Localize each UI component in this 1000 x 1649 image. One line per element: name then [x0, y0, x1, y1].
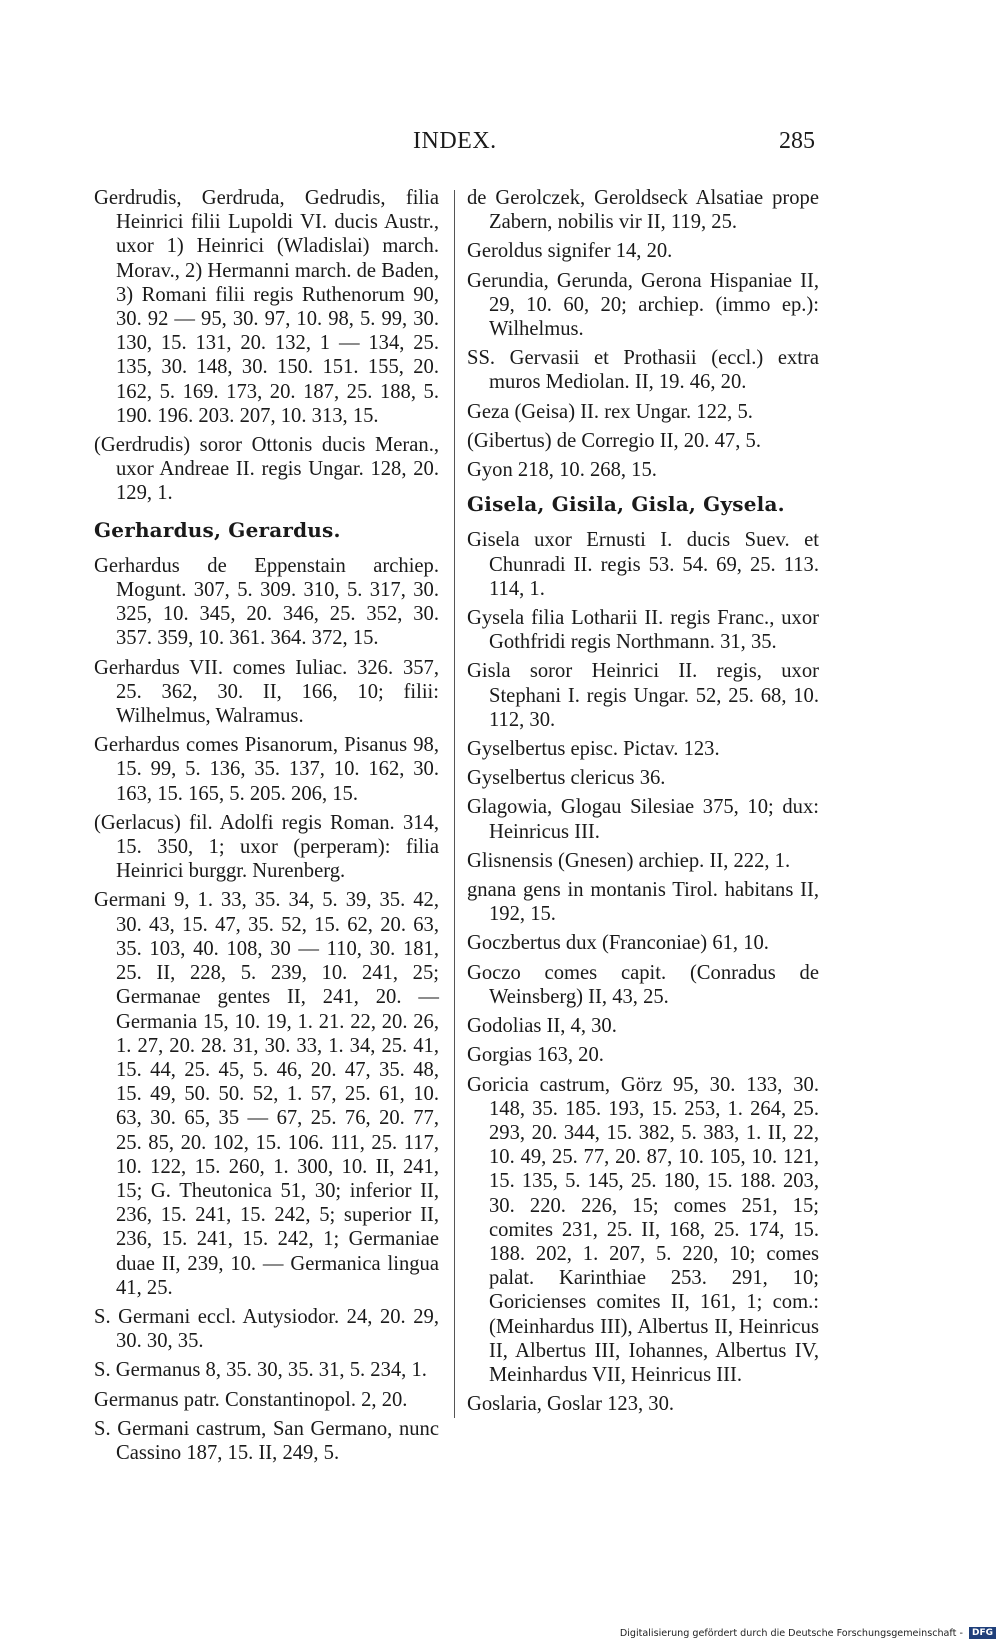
index-entry: Gyselbertus clericus 36. [467, 767, 666, 790]
index-entry: Glagowia, Glogau Silesiae 375, 10; dux: Heinricus III. [467, 796, 819, 843]
index-entry: Gisela uxor Ernusti I. ducis Suev. et Chunradi II. regis 53. 54. 69, 25. 113. 114, 1. [467, 529, 819, 600]
index-entry: Gorgias 163, 20. [467, 1044, 604, 1067]
page-number: 285 [779, 128, 815, 154]
left-column [94, 186, 439, 1470]
index-entry: Germanus patr. Constantinopol. 2, 20. [94, 1388, 408, 1411]
index-entry: SS. Gervasii et Prothasii (eccl.) extra muros Mediolan. II, 19. 46, 20. [467, 347, 819, 394]
index-entry: Gerhardus comes Pisanorum, Pisanus 98, 15. 99, 5. 136, 35. 137, 10. 162, 30. 163, 15. 165, 5. 205. 206, 15. [94, 734, 439, 805]
page-title: INDEX. [413, 128, 497, 154]
index-entry: Gerdrudis, Gerdruda, Gedrudis, filia Heinrici filii Lupoldi VI. ducis Austr., uxor 1) Heinrici (Wladislai) march. Morav., 2) Hermanni march. de Baden, 3) Romani filii regis Ruthenorum 90, 30. 92 — 95, 30. 97, 10. 98, 5. 99, 30. 130, 15. 131, 20. 132, 1 — 134, 25. 135, 30. 148, 30. 150. 151. 155, 20. 162, 5. 169. 173, 20. 187, 25. 188, 5. 190. 196. 203. 207, 10. 313, 15. [94, 187, 439, 427]
index-entry: Geroldus signifer 14, 20. [467, 240, 673, 263]
index-entry: Gysela filia Lotharii II. regis Franc., uxor Gothfridi regis Northmann. 31, 35. [467, 607, 819, 654]
index-entry: Goczbertus dux (Franconiae) 61, 10. [467, 932, 769, 955]
index-entry: Gerhardus VII. comes Iuliac. 326. 357, 25. 362, 30. II, 166, 10; filii: Wilhelmus, Walramus. [94, 656, 439, 728]
index-entry: Gerhardus de Eppenstain archiep. Mogunt. 307, 5. 309. 310, 5. 317, 30. 325, 10. 345, 20. 346, 25. 352, 30. 357. 359, 10. 361. 364. 372, 15. [94, 554, 439, 650]
credit-text: Digitalisierung gefördert durch die Deutsche Forschungsgemeinschaft - [619, 1628, 963, 1639]
index-entry: Gerundia, Gerunda, Gerona Hispaniae II, 29, 10. 60, 20; archiep. (immo ep.): Wilhelmus. [467, 269, 819, 341]
dfg-logo: DFG [969, 1627, 996, 1639]
index-entry: Goczo comes capit. (Conradus de Weinsberg) II, 43, 25. [467, 961, 819, 1008]
digitization-credit [606, 1627, 996, 1643]
index-entry: gnana gens in montanis Tirol. habitans II, 192, 15. [467, 879, 819, 926]
index-entry: Gisla soror Heinrici II. regis, uxor Stephani I. regis Ungar. 52, 25. 68, 10. 112, 30. [467, 660, 819, 731]
page-header [0, 128, 1000, 162]
column-divider [454, 190, 455, 1418]
section-heading: Gerhardus, Gerardus. [94, 517, 341, 542]
index-entry: Glisnensis (Gnesen) archiep. II, 222, 1. [467, 849, 791, 872]
index-entry: Geza (Geisa) II. rex Ungar. 122, 5. [467, 400, 753, 423]
index-entry: (Gerlacus) fil. Adolfi regis Roman. 314, 15. 350, 1; uxor (perperam): filia Heinrici burggr. Nurenberg. [94, 811, 439, 883]
index-entry: (Gibertus) de Corregio II, 20. 47, 5. [467, 429, 761, 452]
section-heading: Gisela, Gisila, Gisla, Gysela. [467, 492, 785, 517]
index-entry: Goslaria, Goslar 123, 30. [467, 1393, 675, 1416]
index-entry: Godolias II, 4, 30. [467, 1015, 617, 1038]
index-entry: Gyon 218, 10. 268, 15. [467, 459, 657, 482]
index-entry: S. Germani eccl. Autysiodor. 24, 20. 29, 30. 30, 35. [94, 1305, 439, 1353]
index-entry: Germani 9, 1. 33, 35. 34, 5. 39, 35. 42, 30. 43, 15. 47, 35. 52, 15. 62, 20. 63, 35. 103, 40. 108, 30 — 110, 30. 181, 25. II, 228, 5. 239, 10. 241, 25; Germanae gentes II, 241, 20. — Germania 15, 10. 19, 1. 21. 22, 20. 26, 1. 27, 20. 28. 31, 30. 33, 1. 34, 25. 41, 15. 44, 25. 45, 5. 46, 20. 47, 35. 48, 15. 49, 50. 50. 52, 1. 57, 25. 61, 10. 63, 30. 65, 35 — 67, 25. 76, 20. 77, 25. 85, 20. 102, 15. 106. 111, 25. 117, 10. 122, 15. 260, 1. 300, 10. II, 241, 15; G. Theutonica 51, 30; inferior II, 236, 15. 241, 15. 242, 5; superior II, 236, 15. 241, 15. 242, 1; Germaniae duae II, 239, 10. — Germanica lingua 41, 25. [94, 889, 439, 1299]
index-entry: de Gerolczek, Geroldseck Alsatiae prope Zabern, nobilis vir II, 119, 25. [467, 187, 819, 234]
index-entry: (Gerdrudis) soror Ottonis ducis Meran., uxor Andreae II. regis Ungar. 128, 20. 129, 1. [94, 434, 439, 505]
index-entry: Goricia castrum, Görz 95, 30. 133, 30. 148, 35. 185. 193, 15. 253, 1. 264, 25. 293, 20. 344, 15. 382, 5. 383, 1. II, 22, 10. 49, 25. 77, 20. 87, 10. 105, 10. 121, 15. 135, 5. 145, 25. 180, 15. 188. 203, 30. 220. 226, 15; comes 251, 15; comites 231, 25. II, 168, 25. 174, 15. 188. 202, 1. 207, 5. 220, 10; comes palat. Karinthiae 253. 291, 10; Goricienses comites II, 161, 1; com.: (Meinhardus III), Albertus II, Heinricus II, Albertus III, Iohannes, Albertus IV, Meinhardus VII, Heinricus III. [467, 1073, 819, 1386]
index-entry: Gyselbertus episc. Pictav. 123. [467, 738, 720, 761]
index-entry: S. Germani castrum, San Germano, nunc Cassino 187, 15. II, 249, 5. [94, 1417, 439, 1464]
right-column [467, 186, 819, 1421]
index-entry: S. Germanus 8, 35. 30, 35. 31, 5. 234, 1. [94, 1359, 427, 1382]
